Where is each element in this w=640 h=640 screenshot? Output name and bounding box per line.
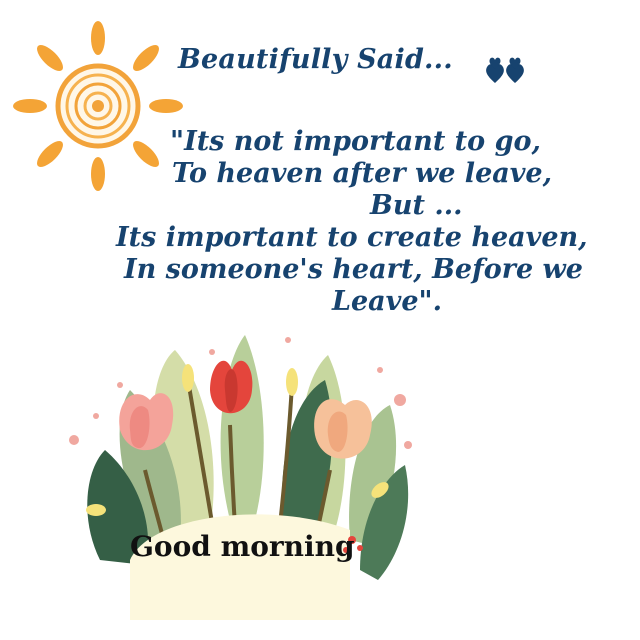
quote-line: "Its not important to go, [170, 126, 541, 157]
quote-line: In someone's heart, Before we [124, 254, 583, 285]
hearts-icon [484, 57, 528, 85]
quote-line: But ... [370, 190, 463, 221]
quote-line: To heaven after we leave, [172, 158, 553, 189]
greeting-text: Good morning [130, 530, 355, 563]
flower-bouquet-illustration [60, 330, 420, 620]
quote-line: Its important to create heaven, [116, 222, 588, 253]
quote-text [100, 126, 600, 318]
card-heading: Beautifully Said... [178, 44, 453, 75]
quote-line: Leave". [332, 286, 442, 317]
